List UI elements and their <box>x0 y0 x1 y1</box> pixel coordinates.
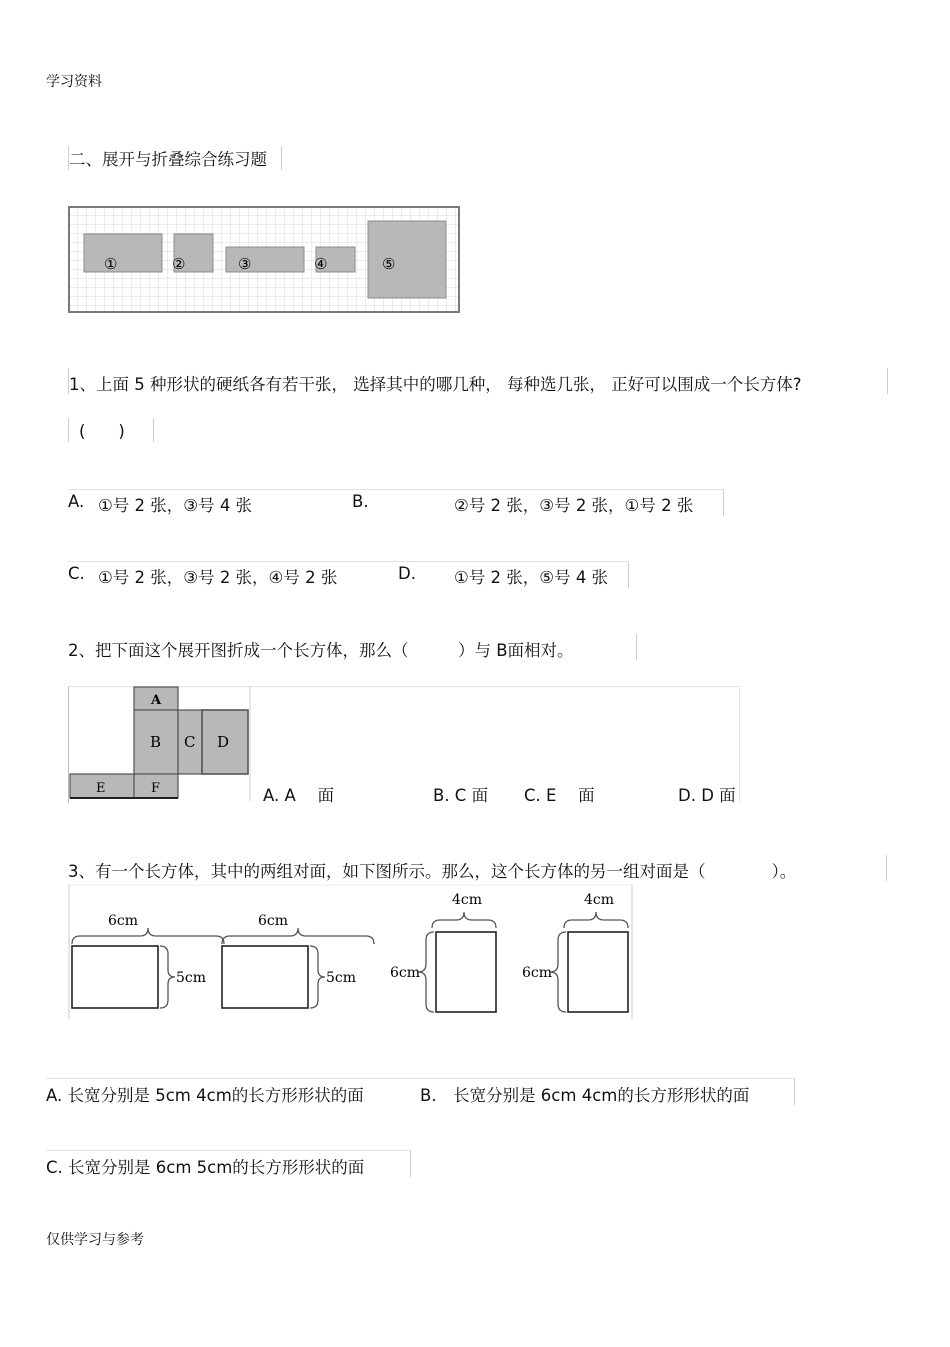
brace-face4-top <box>564 912 628 928</box>
q3-option-b: B. 长宽分别是 6cm 4cm的长方形形状的面 <box>420 1086 750 1105</box>
q2-line-box <box>68 634 637 660</box>
face3-height-label: 6cm <box>390 965 421 981</box>
brace-face3-left <box>418 932 434 1012</box>
q3-option-c: C. 长宽分别是 6cm 5cm的长方形形状的面 <box>46 1158 365 1177</box>
q1-options-row2 <box>68 561 629 588</box>
face2-width-label: 6cm <box>258 913 289 929</box>
page-header: 学习资料 <box>46 74 102 90</box>
q1-options-row1 <box>68 489 724 516</box>
q1-text: 1、上面 5 种形状的硬纸各有若干张， 选择其中的哪几种， 每种选几张， 正好可以围成一个长方体? <box>69 375 802 394</box>
brace-face4-left <box>550 932 566 1012</box>
face1-height-label: 5cm <box>176 970 207 986</box>
shape-label-3: ③ <box>238 255 252 273</box>
q1-option-b-letter: B. <box>352 492 369 511</box>
q2-option-a: A. A 面 <box>263 786 335 805</box>
net-label-b: B <box>150 733 162 751</box>
net-label-d: D <box>217 733 230 751</box>
face4-rect <box>568 932 628 1012</box>
q3-face1-side <box>158 944 208 1010</box>
q1-option-d-text: ①号 2 张，⑤号 4 张 <box>454 568 609 587</box>
net-label-e: E <box>96 781 106 796</box>
q3-line-box <box>68 855 887 881</box>
shapes-figure <box>68 206 461 314</box>
page-footer: 仅供学习与参考 <box>46 1232 144 1248</box>
q2-option-c: C. E 面 <box>524 786 595 805</box>
shape-1 <box>84 234 162 272</box>
q1-option-a-letter: A. <box>68 492 85 511</box>
shape-label-1: ① <box>104 255 118 273</box>
q2-option-b: B. C 面 <box>433 786 489 805</box>
q3-options-row1 <box>46 1078 795 1105</box>
face3-rect <box>436 932 496 1012</box>
q2-text: 2、把下面这个展开图折成一个长方体，那么（ ）与 B面相对。 <box>68 641 574 660</box>
q1-option-b-text: ②号 2 张，③号 2 张，①号 2 张 <box>454 496 694 515</box>
q1-option-a-text: ①号 2 张，③号 4 张 <box>98 496 253 515</box>
q1-line-box <box>68 368 888 394</box>
q3-text: 3、有一个长方体，其中的两组对面，如下图所示。那么，这个长方体的另一组对面是（ ）。 <box>68 862 797 881</box>
shape-5 <box>368 221 446 298</box>
brace-face1-right <box>160 946 175 1008</box>
face1-width-label: 6cm <box>108 913 139 929</box>
q3-faces-figure <box>68 884 634 1020</box>
q1-answer-blank: ( ) <box>68 418 154 442</box>
q1-option-c-text: ①号 2 张，③号 2 张，④号 2 张 <box>98 568 338 587</box>
net-label-a: A <box>151 693 162 708</box>
shape-label-4: ④ <box>314 255 328 273</box>
net-label-c: C <box>184 733 196 751</box>
brace-face2-top <box>222 928 374 944</box>
face4-width-label: 4cm <box>584 892 615 908</box>
brace-face2-right <box>310 946 325 1008</box>
section-title: 二、展开与折叠综合练习题 <box>68 146 282 170</box>
brace-face3-top <box>432 912 496 928</box>
brace-face1-top <box>72 928 224 944</box>
q3-option-a: A. 长宽分别是 5cm 4cm的长方形形状的面 <box>46 1086 364 1105</box>
face4-height-label: 6cm <box>522 965 553 981</box>
q2-option-d: D. D 面 <box>678 786 736 805</box>
face2-height-label: 5cm <box>326 970 357 986</box>
net-label-f: F <box>151 781 161 796</box>
q2-net-figure <box>68 686 252 802</box>
q3-options-row2 <box>46 1150 411 1177</box>
q1-option-d-letter: D. <box>398 564 416 583</box>
shape-label-5: ⑤ <box>382 255 396 273</box>
face3-width-label: 4cm <box>452 892 483 908</box>
face2-rect <box>222 946 308 1008</box>
q1-option-c-letter: C. <box>68 564 85 583</box>
shape-label-2: ② <box>172 255 186 273</box>
